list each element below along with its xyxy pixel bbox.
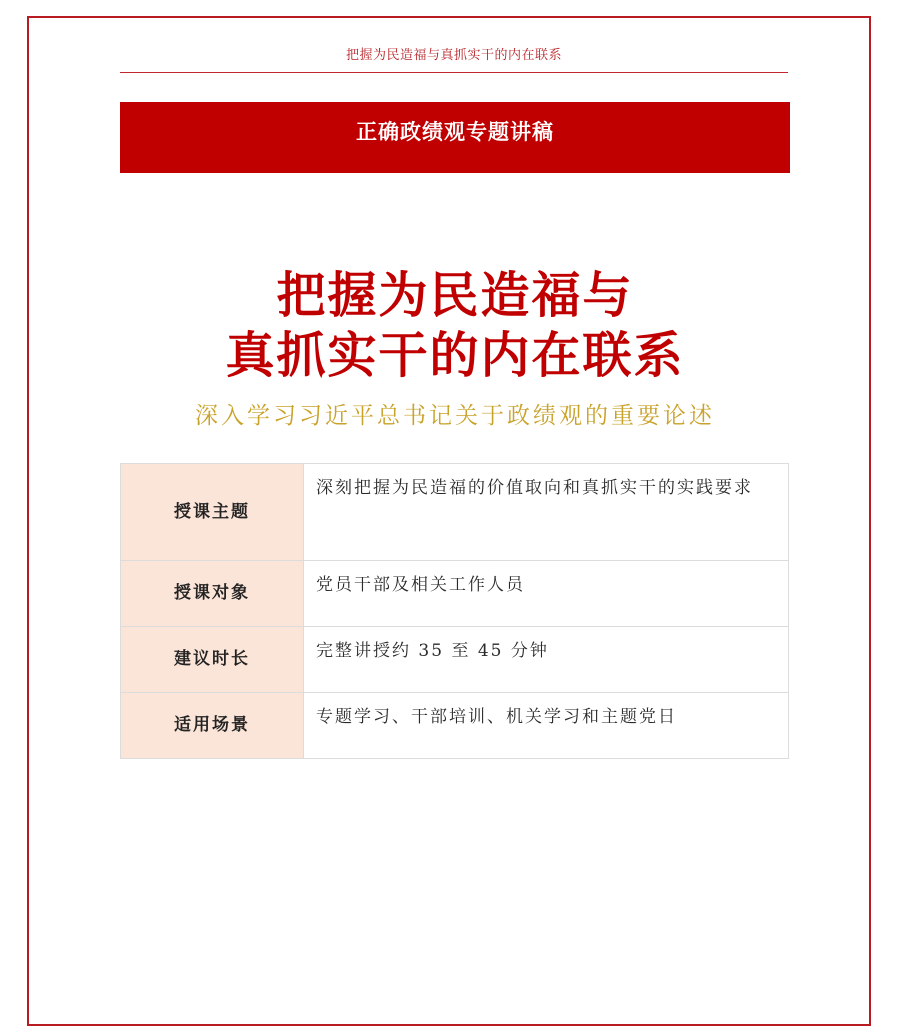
page-title [120, 266, 790, 386]
table-row [121, 561, 789, 627]
course-info-table [120, 463, 789, 759]
table-row [121, 693, 789, 759]
row-label-scenario: 适用场景 [121, 693, 304, 759]
row-value-duration: 完整讲授约 35 至 45 分钟 [304, 627, 789, 693]
row-value-audience: 党员干部及相关工作人员 [304, 561, 789, 627]
table-row [121, 627, 789, 693]
header-divider [120, 72, 788, 73]
series-banner [120, 102, 790, 173]
page-title-line-1: 把握为民造福与 [276, 267, 634, 324]
row-value-topic: 深刻把握为民造福的价值取向和真抓实干的实践要求 [304, 464, 789, 561]
row-label-topic: 授课主题 [121, 464, 304, 561]
row-label-audience: 授课对象 [121, 561, 304, 627]
row-label-duration: 建议时长 [121, 627, 304, 693]
page-subtitle: 深入学习习近平总书记关于政绩观的重要论述 [195, 403, 715, 429]
running-header: 把握为民造福与真抓实干的内在联系 [345, 48, 562, 63]
row-value-scenario: 专题学习、干部培训、机关学习和主题党日 [304, 693, 789, 759]
series-banner-text: 正确政绩观专题讲稿 [356, 120, 554, 144]
table-row [121, 464, 789, 561]
page-title-line-2: 真抓实干的内在联系 [225, 327, 685, 384]
